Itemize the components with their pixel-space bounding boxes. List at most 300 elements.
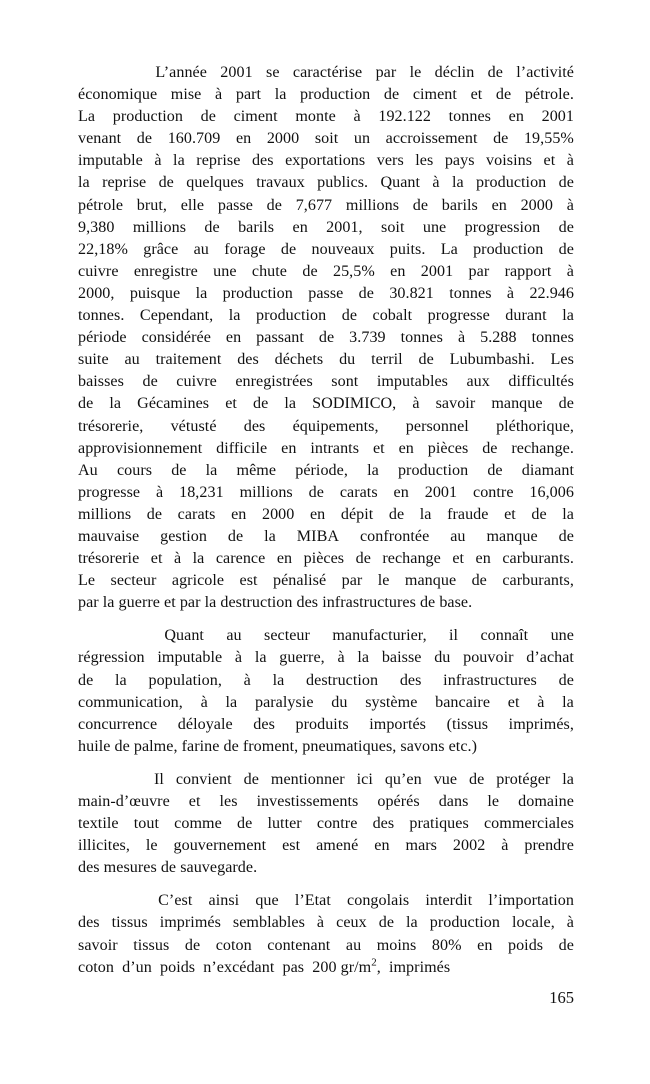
word: la (109, 395, 122, 413)
word: C’est (158, 892, 193, 910)
word: 7,677 (295, 196, 333, 214)
word: la (192, 550, 205, 568)
word: domaine (518, 793, 574, 810)
word: illicites, (78, 837, 130, 855)
word: progresse (427, 307, 490, 325)
word: en (508, 108, 524, 126)
word: millions (345, 196, 400, 214)
word: fraude (447, 505, 489, 523)
word: des (372, 815, 395, 833)
word: manufacturier, (332, 627, 427, 645)
word: production (473, 240, 544, 258)
word: 30.821 (389, 284, 434, 302)
word: MIBA (296, 527, 340, 545)
word: en (398, 439, 414, 457)
word: de (280, 240, 297, 258)
word: bancaire (435, 693, 491, 711)
word: 2000 (266, 130, 300, 148)
word: au (226, 627, 242, 645)
word: cobalt (372, 307, 413, 325)
word: des (237, 351, 259, 369)
page-number: 165 (549, 988, 574, 1007)
word: imputables (376, 373, 448, 391)
word: en (231, 505, 247, 523)
word: textile (78, 815, 119, 833)
word: la (115, 671, 127, 689)
word: gestion (160, 527, 207, 545)
word: d’achat (526, 649, 574, 667)
word: investissements (256, 793, 359, 810)
word: 9,380 (78, 218, 115, 236)
word: cuivre (78, 262, 119, 280)
word: vers (376, 152, 404, 170)
word: la (562, 307, 574, 325)
word: la (205, 461, 218, 479)
word: la (254, 649, 267, 667)
word: de (158, 174, 174, 192)
word: la (195, 284, 208, 302)
text-line (78, 890, 574, 912)
word: du (339, 351, 356, 369)
word: le (409, 64, 422, 81)
word: la (451, 174, 464, 192)
body-paragraph (78, 769, 574, 879)
word: en (491, 196, 507, 214)
word: et (225, 395, 237, 413)
text-line (78, 813, 574, 835)
word: moins (376, 936, 417, 954)
word: à (566, 914, 574, 932)
word: et (452, 550, 465, 568)
word: de (388, 505, 405, 523)
word: en (393, 483, 409, 501)
text-line (78, 625, 574, 647)
word: confrontée (359, 527, 430, 545)
word: Lubumbashi. (449, 351, 535, 369)
word: la (562, 505, 574, 523)
word: Au (78, 461, 98, 479)
first-line-indent (78, 62, 142, 84)
word: à (566, 196, 574, 214)
superscript-two: 2 (371, 956, 377, 969)
text-line (78, 106, 574, 128)
word: voisins (486, 152, 533, 170)
word: production (476, 174, 547, 192)
word: chute (251, 262, 287, 280)
word: ainsi (208, 892, 240, 910)
word: carats (339, 483, 378, 501)
text-line (78, 769, 574, 791)
word: de (378, 914, 395, 932)
text-line (78, 172, 574, 194)
word: système (365, 693, 418, 711)
word: carburants. (502, 550, 574, 568)
word: de (418, 351, 434, 369)
word: est (239, 572, 258, 590)
word: passe (217, 196, 253, 214)
word: elle (180, 196, 205, 214)
word: au (193, 240, 209, 258)
word: de (558, 936, 574, 954)
word: de (266, 196, 282, 214)
word: même (236, 461, 277, 479)
word: est (282, 837, 301, 855)
word: 2000, (78, 284, 115, 302)
word: diamant (521, 461, 574, 479)
word: ciment (412, 86, 457, 104)
word: imputable (78, 152, 143, 170)
word: imprimés, (508, 715, 574, 733)
word: à (506, 284, 515, 302)
word: (tissus (446, 715, 489, 733)
word: et (470, 86, 483, 104)
word: contenant (267, 936, 331, 954)
word: à (154, 152, 162, 170)
word: le (377, 572, 390, 590)
word: progression (464, 218, 541, 236)
word: tonnes (400, 329, 443, 347)
word: manque (491, 395, 543, 413)
word: comme (174, 815, 222, 833)
word: Quant (164, 627, 204, 645)
text-line (78, 504, 574, 526)
text-line: des mesures de sauvegarde. (78, 859, 258, 877)
word: vue (433, 770, 458, 788)
word: au (345, 936, 362, 954)
word: la (562, 770, 574, 788)
word: enregistre (133, 262, 198, 280)
word: au (450, 527, 466, 545)
word: la (225, 693, 238, 711)
word: de (136, 130, 153, 148)
word: de (341, 307, 358, 325)
text-line (78, 912, 574, 934)
body-paragraph (78, 62, 574, 614)
word: La (440, 240, 458, 258)
word: l’Etat (294, 892, 331, 910)
word: en (475, 550, 491, 568)
text-line (78, 349, 574, 371)
word: difficultés (508, 373, 574, 391)
word: de (487, 64, 503, 81)
word: millions (78, 505, 132, 523)
word: à (200, 693, 208, 711)
body-paragraph (78, 625, 574, 758)
word: quelques (186, 174, 244, 192)
text-line: par la guerre et par la destruction des infrastructures de base. (78, 594, 473, 612)
word: les (415, 152, 434, 170)
word: reprise (196, 152, 241, 170)
word: 2001 (420, 262, 454, 280)
word: en (309, 505, 326, 523)
word: la (406, 914, 418, 932)
word: de (471, 572, 487, 590)
body-paragraph (78, 890, 574, 978)
word: en (374, 837, 390, 855)
word: de (358, 284, 374, 302)
word: savoir (78, 936, 118, 954)
word: par (468, 262, 490, 280)
word: au (124, 351, 140, 369)
word: La (78, 108, 96, 126)
word: à (353, 108, 361, 126)
word: commerciales (483, 815, 574, 833)
word: protéger (496, 770, 551, 788)
word: à (215, 86, 223, 104)
word: en (390, 262, 406, 280)
word: du (331, 693, 348, 711)
word: tout (133, 815, 159, 833)
word: à (316, 914, 325, 932)
word: production (222, 284, 293, 302)
word: 22,18% (78, 240, 128, 258)
word: mentionner (270, 770, 345, 788)
word: à (457, 329, 466, 347)
word: production (397, 461, 469, 479)
word: publics. (317, 174, 369, 192)
word: déloyale (177, 715, 233, 733)
word: 16,006 (529, 483, 574, 501)
word: de (308, 483, 324, 501)
word: le (487, 793, 500, 810)
word: 2001 (424, 483, 458, 501)
word: connaît (480, 627, 529, 645)
word: 18,231 (179, 483, 224, 501)
word: de (253, 395, 269, 413)
word: 2001 (220, 64, 253, 81)
word: tissus (133, 936, 170, 954)
word: et (188, 793, 201, 810)
word: pétrole. (524, 86, 574, 104)
word: savoir (435, 395, 476, 413)
word: pouvoir (463, 649, 514, 667)
word: aux (466, 373, 490, 391)
word: période (78, 329, 127, 347)
word: à (234, 649, 243, 667)
word: de (355, 550, 371, 568)
text-line (78, 62, 574, 84)
word: ceux (336, 914, 367, 932)
word: considérée (141, 329, 211, 347)
word: de (487, 461, 503, 479)
word: 5.288 (480, 329, 517, 347)
word: concurrence (78, 715, 158, 733)
word: carence (215, 550, 266, 568)
text-line (78, 128, 574, 150)
word: des (253, 715, 275, 733)
word: traitement (155, 351, 222, 369)
word: mise (170, 86, 202, 104)
word: de (558, 395, 574, 413)
word: cours (116, 461, 153, 479)
word: économique (78, 86, 158, 104)
first-line-indent (78, 890, 142, 912)
word: tonnes (531, 329, 574, 347)
word: guerre, (279, 649, 325, 667)
word: amené (316, 837, 359, 855)
word: produits (295, 715, 349, 733)
word: à (501, 837, 509, 855)
word: une (550, 627, 574, 645)
word: en (292, 218, 308, 236)
word: des (243, 417, 266, 435)
word: baisse (381, 649, 422, 667)
word: de (146, 505, 163, 523)
word: coton (215, 936, 252, 954)
word: de (78, 395, 94, 413)
word: population, (148, 671, 222, 689)
text-line (78, 692, 574, 714)
word: la (78, 174, 90, 192)
word: locale, (511, 914, 555, 932)
text-line (78, 935, 574, 957)
word: ici (356, 770, 373, 788)
text-line (78, 416, 574, 438)
word: de (469, 770, 485, 788)
word: Gécamines (137, 395, 210, 413)
word: durant (505, 307, 547, 325)
word: pléthorique, (496, 417, 574, 435)
word: manque (404, 572, 457, 590)
word: de (558, 174, 574, 192)
word: à (566, 262, 574, 280)
word: en (276, 550, 293, 568)
word: lutter (267, 815, 302, 833)
word: intrants (310, 439, 360, 457)
text-line (78, 570, 574, 592)
page-body-text (78, 62, 574, 979)
word: la (173, 152, 185, 170)
word: il (449, 627, 459, 645)
word: de (302, 262, 318, 280)
word: pétrole (78, 196, 124, 214)
word: tissus (111, 914, 148, 932)
word: monte (295, 108, 336, 126)
text-line (78, 460, 574, 482)
word: 2001 (541, 108, 574, 126)
first-line-indent (78, 769, 142, 791)
text-line (78, 283, 574, 305)
text-line (78, 482, 574, 504)
word: rechange. (511, 439, 574, 457)
word: Il (153, 770, 164, 788)
word: de (495, 86, 512, 104)
word: secteur (110, 572, 157, 590)
word: mars (405, 837, 437, 855)
word: Quant (380, 174, 421, 192)
first-line-indent (78, 625, 142, 647)
word: infrastructures (443, 671, 537, 689)
word: et (543, 152, 556, 170)
word: l’importation (488, 892, 574, 910)
word: Cependant, (139, 307, 214, 325)
word: la (264, 527, 276, 545)
word: prendre (524, 837, 574, 855)
word: de (184, 936, 201, 954)
word: SODIMICO, (312, 395, 397, 413)
word: dans (438, 793, 469, 810)
word: 19,55% (523, 130, 574, 148)
text-line (78, 835, 574, 857)
word: en (477, 936, 493, 954)
word: pièces (427, 439, 469, 457)
word: reprise (102, 174, 147, 192)
text-line (78, 305, 574, 327)
word: des (78, 914, 100, 932)
word: difficile (216, 439, 268, 457)
word: dépit (340, 505, 374, 523)
word: de (558, 218, 574, 236)
word: les (219, 793, 238, 810)
word: sont (331, 373, 359, 391)
word: main-d’œuvre (78, 793, 170, 810)
text-line (78, 791, 574, 813)
word: barils (441, 196, 478, 214)
word: la (562, 693, 574, 711)
word: personnel (405, 417, 469, 435)
word: et (504, 505, 516, 523)
word: la (357, 649, 370, 667)
word: à (243, 671, 251, 689)
word: brut, (136, 196, 167, 214)
word: et (507, 693, 520, 711)
word: déclin (434, 64, 475, 81)
word: baisses (78, 373, 124, 391)
word: puisque (129, 284, 181, 302)
word: 2000 (261, 505, 295, 523)
word: production (255, 307, 327, 325)
word: que (255, 892, 279, 910)
word: communication, (78, 693, 183, 711)
word: passe (308, 284, 344, 302)
word: part (235, 86, 262, 104)
word: barils (238, 218, 275, 236)
word: millions (132, 218, 187, 236)
word: équipements, (292, 417, 379, 435)
word: de (531, 505, 547, 523)
text-line (78, 239, 574, 261)
word: de (78, 671, 94, 689)
word: 160.709 (167, 130, 221, 148)
word: production (300, 86, 371, 104)
word: trésorerie (78, 550, 140, 568)
word: imprimés (159, 914, 221, 932)
word: une (422, 218, 447, 236)
word: rechange (382, 550, 441, 568)
word: Le (78, 572, 96, 590)
word: de (412, 196, 429, 214)
word: 192.122 (378, 108, 431, 126)
word: la (367, 461, 379, 479)
word: la (274, 86, 287, 104)
word: millions (239, 483, 293, 501)
word: 2001, (326, 218, 363, 236)
word: et (150, 550, 163, 568)
word: 2000 (520, 196, 553, 214)
word: à (412, 395, 420, 413)
word: suite (78, 351, 109, 369)
word: semblables (232, 914, 305, 932)
word: se (266, 64, 280, 81)
word: gouvernement (173, 837, 267, 855)
word: pièces (303, 550, 345, 568)
word: l’activité (516, 64, 574, 81)
word: par (375, 64, 397, 81)
word: manque (486, 527, 538, 545)
word: du (434, 649, 451, 667)
word: soit (381, 218, 405, 236)
word: exportations (285, 152, 366, 170)
